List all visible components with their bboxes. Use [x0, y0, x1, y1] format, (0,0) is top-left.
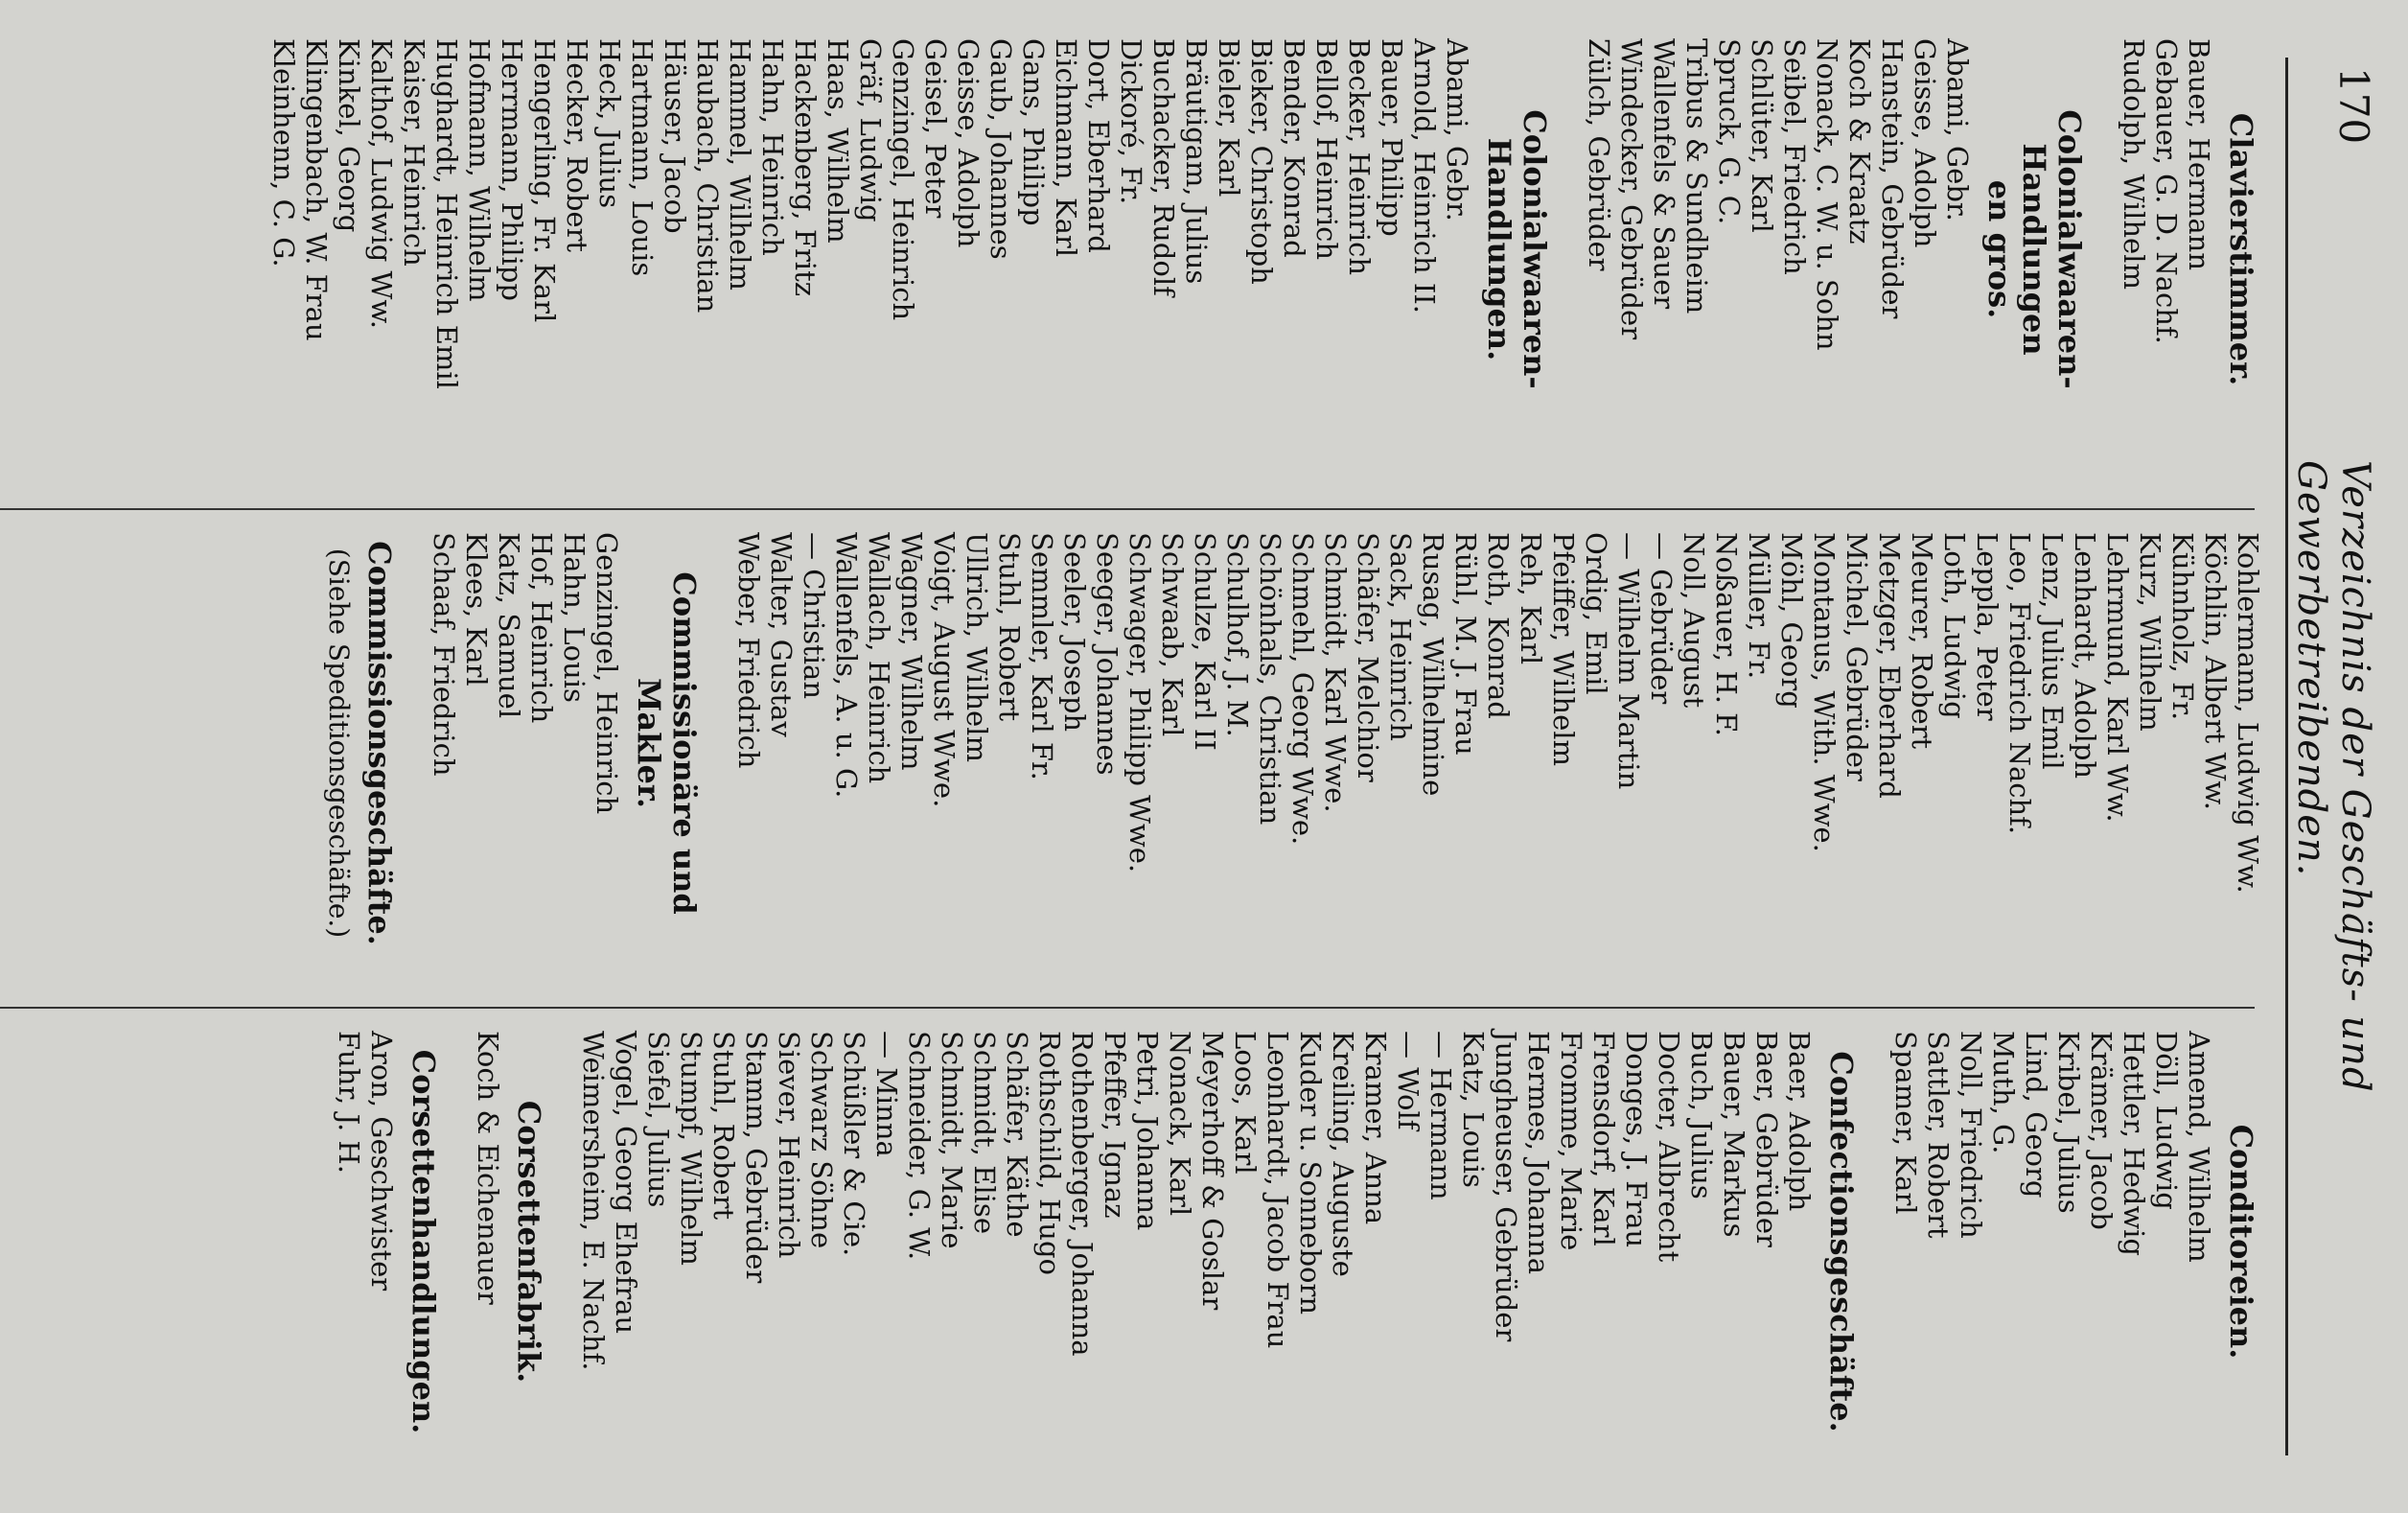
directory-entry: Ullrich, Wilhelm [961, 532, 993, 762]
directory-entry: Schaaf, Friedrich [428, 532, 461, 777]
entry-list [1583, 38, 1974, 460]
directory-entry: Vogel, Georg Ehefrau [610, 1031, 643, 1335]
directory-entry: Donges, J. Frau [1620, 1031, 1654, 1248]
directory-entry: Petri, Johanna [1131, 1031, 1165, 1231]
directory-entry: Kalthof, Ludwig Ww. [365, 38, 399, 329]
column-1 [237, 38, 2264, 460]
directory-entry: Koch & Eichenauer [471, 1031, 504, 1305]
directory-entry: Gebauer, G. D. Nachf. [2150, 38, 2184, 344]
directory-entry: Jungheuser, Gebrüder [1490, 1031, 1523, 1342]
directory-entry: Genzingel, Heinrich [887, 38, 920, 321]
directory-section [577, 1031, 1859, 1453]
directory-section [267, 38, 1552, 460]
directory-entry: Seeler, Joseph [1058, 532, 1091, 733]
column-divider [0, 1007, 2255, 1009]
directory-entry: Kohlermann, Ludwig Ww. [2232, 532, 2264, 894]
directory-entry: Wallach, Heinrich [863, 532, 895, 784]
section-title: Clavierstimmer. [2223, 112, 2259, 386]
directory-entry: Döll, Ludwig [2150, 1031, 2184, 1210]
directory-entry: Abami, Gebr. [1940, 38, 1974, 221]
directory-section [333, 1031, 441, 1453]
directory-entry: Geisse, Adolph [1908, 38, 1941, 248]
directory-entry: Kinkel, Georg [333, 38, 366, 233]
directory-entry: Stuhl, Robert [993, 532, 1026, 722]
directory-entry: — Hermann [1424, 1031, 1458, 1200]
directory-section [1583, 38, 2087, 460]
directory-entry: Köchlin, Albert Ww. [2199, 532, 2232, 811]
directory-entry: Schäfer, Käthe [1001, 1031, 1034, 1238]
directory-entry: Krämer, Jacob [2085, 1031, 2119, 1230]
entry-list [577, 1031, 1816, 1453]
directory-entry: Amend, Wilhelm [2183, 1031, 2216, 1263]
directory-entry: Schäfer, Melchior [1352, 532, 1384, 782]
directory-entry: Baer, Adolph [1783, 1031, 1817, 1212]
directory-section [472, 1031, 547, 1453]
directory-entry: Sack, Heinrich [1384, 532, 1417, 741]
directory-entry: Müller, Fr. [1743, 532, 1775, 680]
directory-entry: Hof, Heinrich [525, 532, 559, 724]
directory-entry: Windecker, Gebrüder [1614, 38, 1648, 340]
directory-entry: Schüßler & Cie. [838, 1031, 871, 1257]
directory-entry: Stumpf, Wilhelm [675, 1031, 708, 1266]
directory-entry: Stuhl, Robert [707, 1031, 741, 1221]
directory-entry: Schmidt, Marie [936, 1031, 969, 1249]
directory-entry: Kreiling, Auguste [1327, 1031, 1360, 1277]
directory-entry: — Christian [798, 532, 830, 699]
directory-entry: Wallenfels & Sauer [1647, 38, 1680, 310]
directory-entry: Rothenberger, Johanna [1066, 1031, 1100, 1357]
directory-entry: Abami, Gebr. [1441, 38, 1474, 221]
directory-entry: Montanus, With. Wwe. [1808, 532, 1841, 852]
section-title: Conditoreien. [2223, 1124, 2259, 1360]
directory-entry: Loth, Ludwig [1938, 532, 1971, 719]
directory-entry: Kurz, Wilhelm [2134, 532, 2166, 732]
directory-entry: Schwarz Söhne [805, 1031, 839, 1249]
section-title: Corsettenhandlungen. [405, 1049, 442, 1434]
directory-entry: Muth, G. [1987, 1031, 2021, 1154]
directory-entry: Michel, Gebrüder [1841, 532, 1873, 781]
directory-entry: Weimersheim, E. Nachf. [577, 1031, 611, 1371]
directory-entry: Hermes, Johanna [1522, 1031, 1556, 1274]
entry-list [333, 1031, 398, 1453]
directory-entry: Docter, Albrecht [1653, 1031, 1686, 1263]
directory-entry: Leonhardt, Jacob Frau [1262, 1031, 1295, 1349]
directory-entry: Katz, Samuel [493, 532, 526, 719]
directory-entry: Schneider, G. W. [903, 1031, 937, 1261]
directory-entry: Weber, Friedrich [732, 532, 765, 769]
entry-list [1889, 1031, 2215, 1453]
directory-entry: Kühnholz, Fr. [2166, 532, 2199, 721]
directory-section [2118, 38, 2258, 460]
directory-entry: Leppla, Peter [1971, 532, 2003, 721]
entry-list [732, 532, 2264, 954]
directory-entry: Dickoré, Fr. [1115, 38, 1148, 205]
directory-entry: Schulze, Karl II [1189, 532, 1221, 751]
section-title: Colonialwaaren-Handlungen. [1481, 109, 1553, 389]
directory-entry: Eichmann, Karl [1050, 38, 1083, 258]
section-title: Corsettenfabrik. [511, 1100, 548, 1384]
directory-entry: — Gebrüder [1645, 532, 1678, 705]
directory-entry: Schönhals, Christian [1254, 532, 1286, 826]
directory-entry: Siever, Heinrich [773, 1031, 806, 1259]
directory-entry: Bieler, Karl [1213, 38, 1246, 198]
directory-entry: Herrmann, Philipp [496, 38, 529, 301]
directory-entry: Gräf, Ludwig [854, 38, 888, 222]
directory-entry: Seibel, Friedrich [1777, 38, 1811, 275]
directory-entry: Möhl, Georg [1775, 532, 1808, 709]
directory-entry: Klees, Karl [460, 532, 494, 687]
directory-entry: Rothschild, Hugo [1033, 1031, 1067, 1275]
directory-entry: Bieker, Christoph [1245, 38, 1279, 285]
directory-entry: Gaub, Johannes [984, 38, 1018, 260]
directory-entry: Kuder u. Sonneborn [1294, 1031, 1328, 1315]
directory-entry: Schmehl, Georg Wwe. [1286, 532, 1319, 846]
directory-entry: Hammel, Wilhelm [724, 38, 757, 291]
running-title: Verzeichnis der Geschäfts- und Gewerbetreibenden. [2289, 460, 2377, 1093]
directory-entry: Kribel, Julius [2052, 1031, 2086, 1214]
directory-entry: Schulhof, J. M. [1221, 532, 1254, 737]
header-rule [2285, 58, 2288, 1455]
section-note: (Siehe Speditionsgeschäfte.) [322, 547, 355, 939]
directory-section [428, 532, 702, 954]
directory-entry: Becker, Heinrich [1343, 38, 1377, 276]
directory-entry: Fuhr, J. H. [332, 1031, 365, 1174]
column-3 [302, 1031, 2264, 1453]
directory-section [732, 532, 2264, 954]
directory-entry: Häuser, Jacob [659, 38, 692, 234]
directory-entry: Frensdorf, Karl [1587, 1031, 1621, 1246]
directory-entry: Hecker, Robert [561, 38, 594, 253]
directory-entry: Lenz, Julius Emil [2036, 532, 2069, 770]
directory-entry: Kramer, Anna [1359, 1031, 1393, 1225]
directory-entry: Aron, Geschwister [364, 1031, 398, 1292]
directory-entry: Klingenbach, W. Frau [300, 38, 334, 341]
directory-entry: Baer, Gebrüder [1750, 1031, 1784, 1247]
directory-entry: Bauer, Markus [1718, 1031, 1751, 1238]
directory-entry: Bräutigam, Julius [1180, 38, 1214, 285]
directory-entry: Schlüter, Karl [1745, 38, 1778, 233]
directory-entry: Rusag, Wilhelmine [1417, 532, 1449, 797]
directory-entry: Fromme, Marie [1555, 1031, 1588, 1251]
directory-entry: Haubach, Christian [691, 38, 725, 314]
entry-list [472, 1031, 504, 1453]
directory-entry: Arnold, Heinrich II. [1408, 38, 1442, 314]
directory-section [1889, 1031, 2258, 1453]
directory-section [323, 532, 398, 954]
directory-entry: Bauer, Hermann [2183, 38, 2216, 271]
directory-entry: Hahn, Louis [558, 532, 591, 703]
directory-entry: Pfeiffer, Wilhelm [1547, 532, 1580, 767]
directory-entry: Noll, August [1678, 532, 1710, 709]
directory-entry: Haas, Wilhelm [822, 38, 855, 244]
entry-list [267, 38, 1473, 460]
directory-entry: Kleinhenn, C. G. [267, 38, 301, 268]
directory-entry: Schwager, Philipp Wwe. [1123, 532, 1156, 873]
directory-entry: Hettler, Hedwig [2118, 1031, 2151, 1256]
directory-entry: Schmidt, Elise [968, 1031, 1002, 1234]
directory-entry: Hughardt, Heinrich Emil [430, 38, 464, 389]
directory-entry: Hengerling, Fr. Karl [528, 38, 562, 323]
directory-entry: Buch, Julius [1685, 1031, 1719, 1199]
column-2 [292, 532, 2264, 954]
directory-entry: Katz, Louis [1457, 1031, 1491, 1188]
directory-entry: Seeger, Johannes [1091, 532, 1123, 776]
directory-entry: Siefel, Julius [642, 1031, 676, 1208]
directory-entry: Hofmann, Wilhelm [463, 38, 497, 302]
directory-entry: Lind, Georg [2020, 1031, 2053, 1199]
directory-entry: Hahn, Heinrich [756, 38, 790, 256]
section-title: Commissionäre und Makler. [631, 571, 703, 915]
directory-entry: Noll, Friedrich [1955, 1031, 1988, 1239]
directory-entry: Gans, Philipp [1017, 38, 1051, 226]
directory-entry: Koch & Kraatz [1842, 38, 1876, 244]
directory-entry: Nonack, Karl [1164, 1031, 1197, 1217]
entry-list [2118, 38, 2215, 460]
directory-entry: Bauer, Philipp [1376, 38, 1409, 237]
directory-entry: Stamm, Gebrüder [740, 1031, 774, 1284]
directory-entry: Wallenfels, A. u. G. [830, 532, 863, 799]
directory-entry: Spamer, Karl [1889, 1031, 1923, 1215]
directory-entry: Tribus & Sundheim [1679, 38, 1713, 314]
page-header [2289, 58, 2377, 1398]
directory-entry: Spruck, G. C. [1712, 38, 1746, 225]
directory-entry: Dort, Eberhard [1082, 38, 1116, 253]
directory-entry: Walter, Gustav [765, 532, 798, 737]
directory-entry: Sattler, Robert [1922, 1031, 1956, 1239]
directory-entry: Genzingel, Heinrich [590, 532, 624, 815]
directory-entry: Bellof, Heinrich [1310, 38, 1344, 261]
directory-entry: Geisse, Adolph [952, 38, 985, 248]
directory-entry: Bender, Konrad [1278, 38, 1311, 258]
directory-entry: Schmidt, Karl Wwe. [1319, 532, 1352, 813]
column-divider [0, 508, 2255, 510]
directory-entry: Noßauer, H. F. [1710, 532, 1743, 736]
directory-entry: Roth, Konrad [1482, 532, 1515, 719]
directory-entry: Meurer, Robert [1906, 532, 1938, 750]
directory-entry: Lenhardt, Adolph [2069, 532, 2101, 780]
directory-entry: Wagner, Wilhelm [895, 532, 928, 771]
entry-list [428, 532, 623, 954]
directory-entry: Semmler, Karl Fr. [1026, 532, 1058, 780]
directory-entry: — Minna [870, 1031, 904, 1157]
directory-entry: Voigt, August Wwe. [928, 532, 961, 808]
directory-entry: Schwaab, Karl [1156, 532, 1189, 737]
directory-entry: Rühl, M. J. Frau [1449, 532, 1482, 756]
page-number: 170 [2330, 67, 2377, 145]
section-subtitle: en gros. [1980, 179, 2018, 319]
directory-entry: Rudolph, Wilhelm [2118, 38, 2151, 290]
section-title: Commissionsgeschäfte. [361, 541, 399, 945]
directory-entry: Kaiser, Heinrich [398, 38, 431, 267]
directory-entry: Buchacker, Rudolf [1147, 38, 1181, 296]
directory-entry: Pfeffer, Ignaz [1099, 1031, 1132, 1219]
directory-entry: Lehrmund, Karl Ww. [2101, 532, 2134, 823]
directory-entry: Hanstein, Gebrüder [1875, 38, 1909, 319]
directory-entry: Ordig, Emil [1580, 532, 1612, 695]
directory-entry: Heck, Julius [593, 38, 627, 209]
directory-entry: Zülch, Gebrüder [1582, 38, 1615, 271]
directory-entry: Hartmann, Louis [626, 38, 660, 277]
directory-entry: — Wolf [1392, 1031, 1425, 1130]
directory-entry: Meyerhoff & Goslar [1196, 1031, 1230, 1311]
directory-entry: — Wilhelm Martin [1612, 532, 1645, 790]
section-title: Colonialwaaren-Handlungen en gros. [1981, 38, 2087, 460]
directory-entry: Metzger, Eberhard [1873, 532, 1906, 799]
directory-entry: Hackenberg, Fritz [789, 38, 822, 297]
directory-entry: Nonack, C. W. u. Sohn [1810, 38, 1843, 351]
directory-entry: Leo, Friedrich Nachf. [2003, 532, 2036, 835]
directory-entry: Reh, Karl [1515, 532, 1547, 665]
directory-entry: Loos, Karl [1229, 1031, 1262, 1175]
directory-entry: Geisel, Peter [919, 38, 953, 219]
section-title: Confectionsgeschäfte. [1823, 1051, 1861, 1432]
